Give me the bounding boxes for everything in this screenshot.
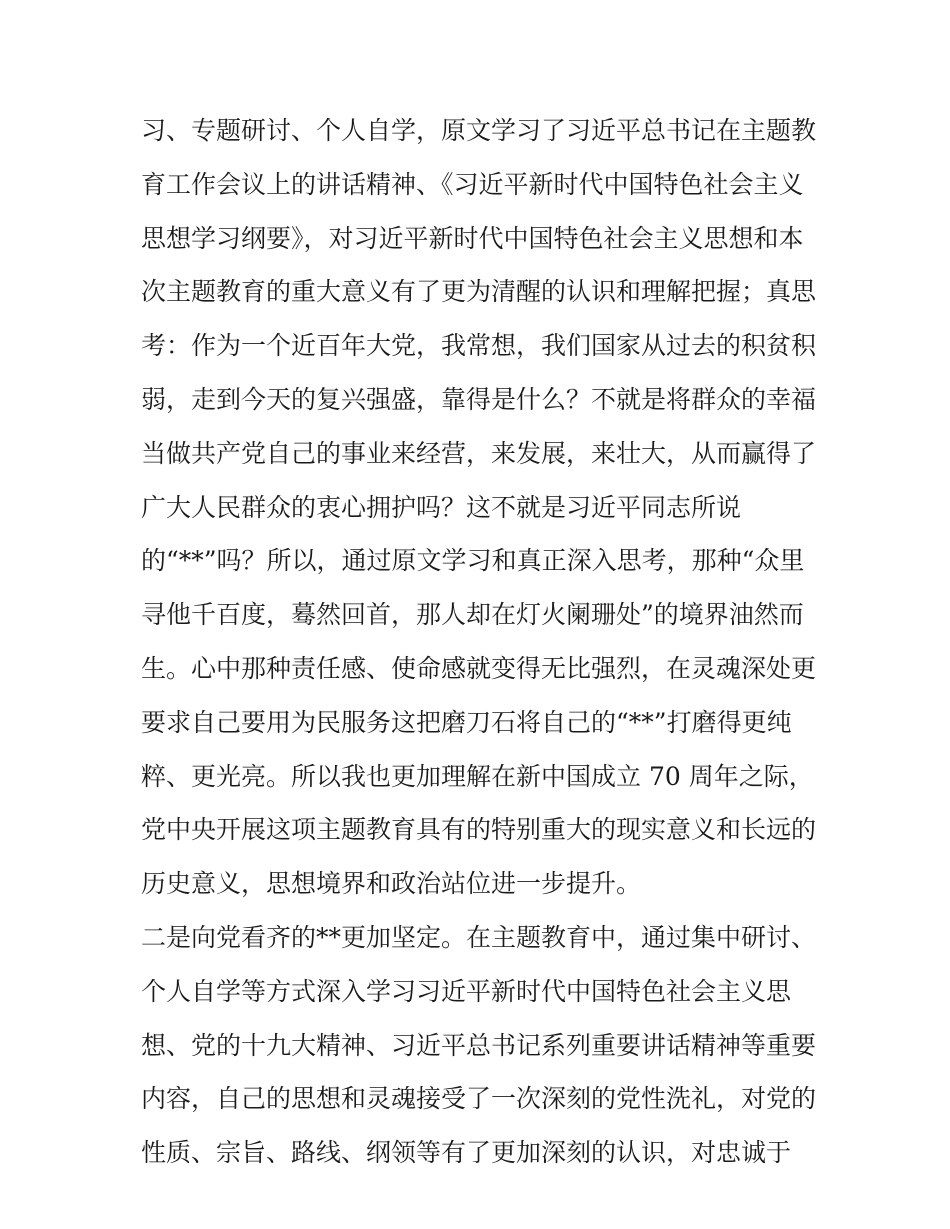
text-line: 要求自己要用为民服务这把磨刀石将自己的“**”打磨得更纯 <box>141 707 792 737</box>
text-line: 弱，走到今天的复兴强盛，靠得是什么？不就是将群众的幸福 <box>141 384 817 414</box>
text-line: 次主题教育的重大意义有了更为清醒的认识和理解把握；真思 <box>141 277 817 307</box>
text-line: 考：作为一个近百年大党，我常想，我们国家从过去的积贫积 <box>141 331 817 361</box>
text-line: 粹、更光亮。所以我也更加理解在新中国成立 70 周年之际， <box>141 761 814 791</box>
text-line: 个人自学等方式深入学习习近平新时代中国特色社会主义思 <box>141 976 792 1006</box>
text-line: 育工作会议上的讲话精神、《习近平新时代中国特色社会主义 <box>141 169 804 199</box>
text-line: 性质、宗旨、路线、纲领等有了更加深刻的认识，对忠诚于 <box>141 1138 792 1168</box>
paragraph-start-line: 二是向党看齐的**更加坚定。在主题教育中，通过集中研讨、 <box>141 922 817 952</box>
text-line: 历史意义，思想境界和政治站位进一步提升。 <box>141 869 642 899</box>
text-line: 广大人民群众的衷心拥护吗？这不就是习近平同志所说 <box>141 492 742 522</box>
text-line: 想、党的十九大精神、习近平总书记系列重要讲话精神等重要 <box>141 1030 817 1060</box>
text-line: 思想学习纲要》，对习近平新时代中国特色社会主义思想和本 <box>141 223 804 253</box>
text-line: 内容，自己的思想和灵魂接受了一次深刻的党性洗礼，对党的 <box>141 1084 817 1114</box>
text-line: 习、专题研讨、个人自学，原文学习了习近平总书记在主题教 <box>141 116 817 145</box>
text-line: 寻他千百度，蓦然回首，那人却在灯火阑珊处”的境界油然而 <box>141 600 804 630</box>
text-line: 生。心中那种责任感、使命感就变得无比强烈，在灵魂深处更 <box>141 653 817 683</box>
body-text <box>141 104 821 1180</box>
text-line: 的“**”吗？所以，通过原文学习和真正深入思考，那种“众里 <box>141 546 805 576</box>
text-line: 当做共产党自己的事业来经营，来发展，来壮大，从而赢得了 <box>141 438 817 468</box>
text-line: 党中央开展这项主题教育具有的特别重大的现实意义和长远的 <box>141 815 817 845</box>
